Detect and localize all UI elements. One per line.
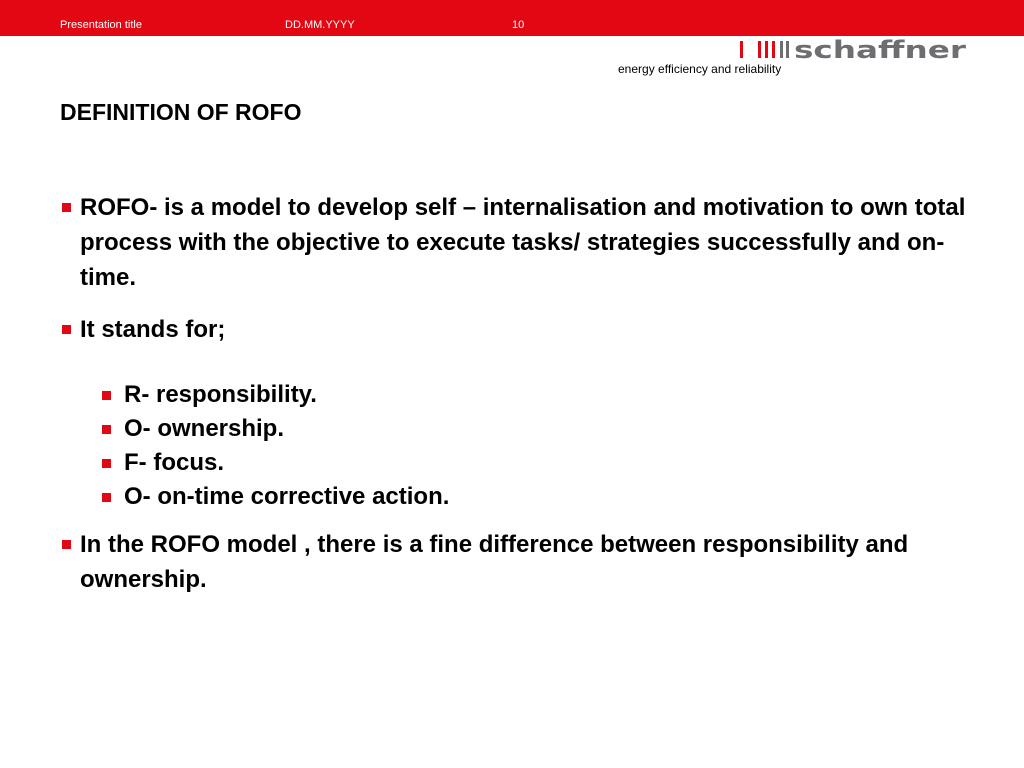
sub-bullet-item [60,378,980,412]
sub-bullet-text: R- responsibility. [124,381,317,408]
slide-content [60,190,980,597]
brand-tagline: energy efficiency and reliability [618,62,782,76]
bullet-text: ROFO- is a model to develop self – internalisation and motivation to own total process with the objective to execute tasks/ strategies successfully and on-time. [80,194,966,291]
bullet-square-icon [102,459,111,468]
header-date: DD.MM.YYYY [285,19,355,31]
bullet-item [60,527,980,597]
bullet-square-icon [62,540,71,549]
header-presentation-title: Presentation title [60,19,142,31]
bullet-text: In the ROFO model , there is a fine difference between responsibility and ownership. [80,531,909,593]
bullet-square-icon [102,425,111,434]
bullet-square-icon [102,493,111,502]
bullet-square-icon [62,203,71,212]
bullet-item [60,190,980,295]
sub-bullet-list [60,378,980,514]
bullet-text: It stands for; [80,316,226,343]
bullet-square-icon [62,325,71,334]
sub-bullet-item [60,412,980,446]
header-page-number: 10 [512,19,525,31]
schaffner-logo [736,38,968,62]
sub-bullet-text: F- focus. [124,449,224,476]
sub-bullet-item [60,446,980,480]
sub-bullet-text: O- ownership. [124,415,285,442]
svg-text:schaffner: schaffner [794,38,967,62]
slide-title: DEFINITION OF ROFO [60,99,302,125]
sub-bullet-text: O- on-time corrective action. [124,483,450,510]
sub-bullet-item [60,480,980,514]
bullet-item [60,312,980,347]
bullet-square-icon [102,391,111,400]
